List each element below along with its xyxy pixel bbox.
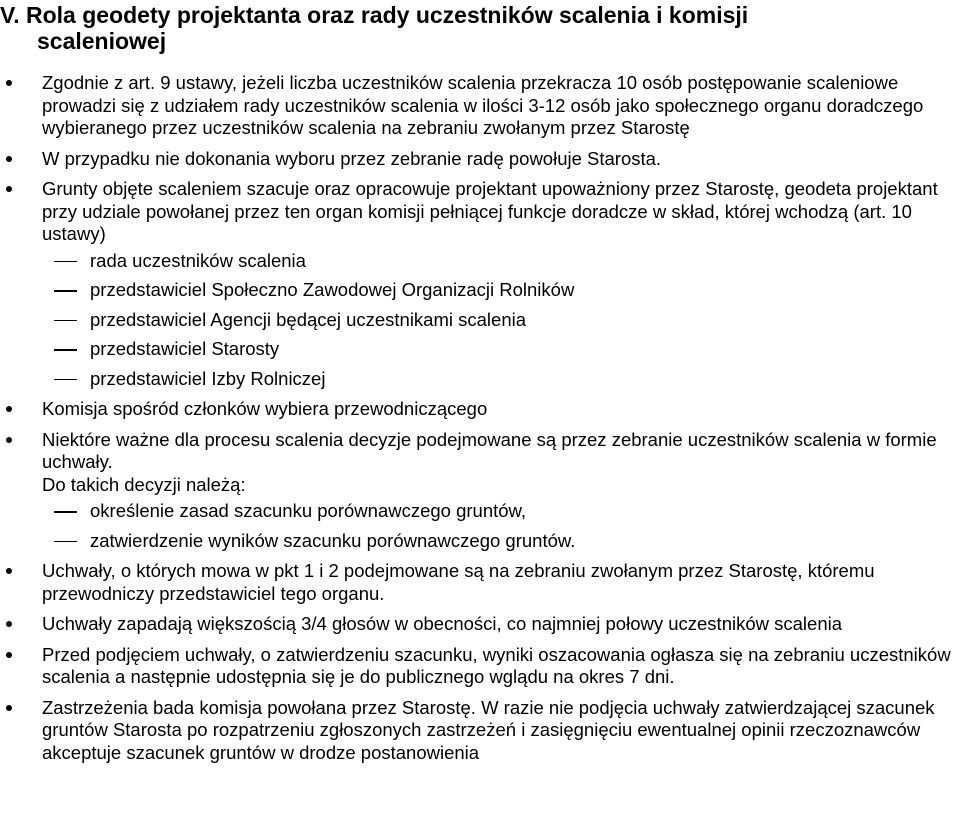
- sub-item: [0, 279, 955, 302]
- bullet-item: [0, 148, 955, 171]
- sub-item-text: przedstawiciel Izby Rolniczej: [90, 367, 326, 389]
- sub-item: [0, 309, 955, 332]
- bullet-icon: [6, 156, 12, 162]
- bullet-text: Zastrzeżenia bada komisja powołana przez Starostę. W razie nie podjęcia uchwały zatwierdzającej szacunek gruntów Starosta po rozpatrzeniu zgłoszonych zastrzeżeń i zasięgnięciu ewentualnej opinii rzeczoznawców akceptuje szacunek gruntów w drodze postanowienia: [42, 696, 935, 763]
- sub-item: [0, 368, 955, 391]
- dash-icon: [54, 290, 77, 292]
- bullet-item: [0, 429, 955, 497]
- bullet-item: [0, 72, 955, 140]
- bullet-icon: [6, 186, 12, 192]
- sub-item-text: przedstawiciel Społeczno Zawodowej Organizacji Rolników: [90, 279, 575, 300]
- bullet-text: W przypadku nie dokonania wyboru przez zebranie radę powołuje Starosta.: [42, 147, 662, 169]
- dash-icon: [54, 261, 77, 263]
- dash-icon: [54, 379, 77, 381]
- bullet-icon: [6, 406, 12, 412]
- sub-item: [0, 250, 955, 273]
- bullet-item: [0, 398, 955, 421]
- slide-title-line1: V. Rola geodety projektanta oraz rady uczestników scalenia i komisji: [0, 2, 749, 28]
- bullet-item: [0, 613, 955, 636]
- slide-title-line2: scaleniowej: [37, 28, 167, 54]
- bullet-text: Grunty objęte scaleniem szacuje oraz opracowuje projektant upoważniony przez Starostę, geodeta projektant przy udziale powołanej przez ten organ komisji pełniącej funkcje doradcze w skład, której wchodzą (art. 10 ustawy): [42, 178, 938, 244]
- bullet-icon: [6, 437, 12, 443]
- dash-icon: [54, 541, 77, 543]
- sub-item: [0, 338, 955, 361]
- bullet-text: Zgodnie z art. 9 ustawy, jeżeli liczba uczestników scalenia przekracza 10 osób postępowanie scaleniowe prowadzi się z udziałem rady uczestników scalenia w ilości 3-12 osób jako społecznego organu doradczego wybieranego przez uczestników scalenia na zebraniu zwołanym przez Starostę: [42, 72, 924, 138]
- sub-item-text: określenie zasad szacunku porównawczego gruntów,: [90, 500, 527, 521]
- bullet-text: Przed podjęciem uchwały, o zatwierdzeniu szacunku, wyniki oszacowania ogłasza się na zebraniu uczestników scalenia a następnie udostępnia się je do publicznego wglądu na okres 7 dni.: [42, 643, 951, 687]
- bullet-icon: [6, 705, 12, 711]
- dash-icon: [54, 349, 77, 351]
- dash-icon: [54, 320, 77, 322]
- bullet-text: Niektóre ważne dla procesu scalenia decyzje podejmowane są przez zebranie uczestników scalenia w formie uchwały.: [42, 428, 937, 472]
- sub-item-text: rada uczestników scalenia: [90, 249, 306, 271]
- sub-item-text: zatwierdzenie wyników szacunku porównawczego gruntów.: [90, 529, 576, 551]
- bullet-icon: [6, 621, 12, 627]
- sub-item-text: przedstawiciel Agencji będącej uczestnikami scalenia: [90, 308, 527, 330]
- sub-item: [0, 500, 955, 523]
- sub-item-text: przedstawiciel Starosty: [90, 338, 280, 359]
- bullet-item: [0, 178, 955, 246]
- dash-icon: [54, 511, 77, 513]
- bullet-item: [0, 697, 955, 765]
- bullet-icon: [6, 80, 12, 86]
- bullet-text: Komisja spośród członków wybiera przewodniczącego: [42, 398, 488, 419]
- slide-content: [0, 72, 955, 772]
- bullet-item: [0, 560, 955, 605]
- bullet-icon: [6, 568, 12, 574]
- sub-item: [0, 530, 955, 553]
- bullet-text-continuation: Do takich decyzji należą:: [42, 473, 246, 495]
- bullet-text: Uchwały zapadają większością 3/4 głosów w obecności, co najmniej połowy uczestników scalenia: [42, 613, 843, 634]
- bullet-item: [0, 644, 955, 689]
- bullet-text: Uchwały, o których mowa w pkt 1 i 2 podejmowane są na zebraniu zwołanym przez Starostę, któremu przewodniczy przedstawiciel tego organu.: [42, 560, 875, 604]
- slide-title: [0, 2, 950, 54]
- bullet-icon: [6, 652, 12, 658]
